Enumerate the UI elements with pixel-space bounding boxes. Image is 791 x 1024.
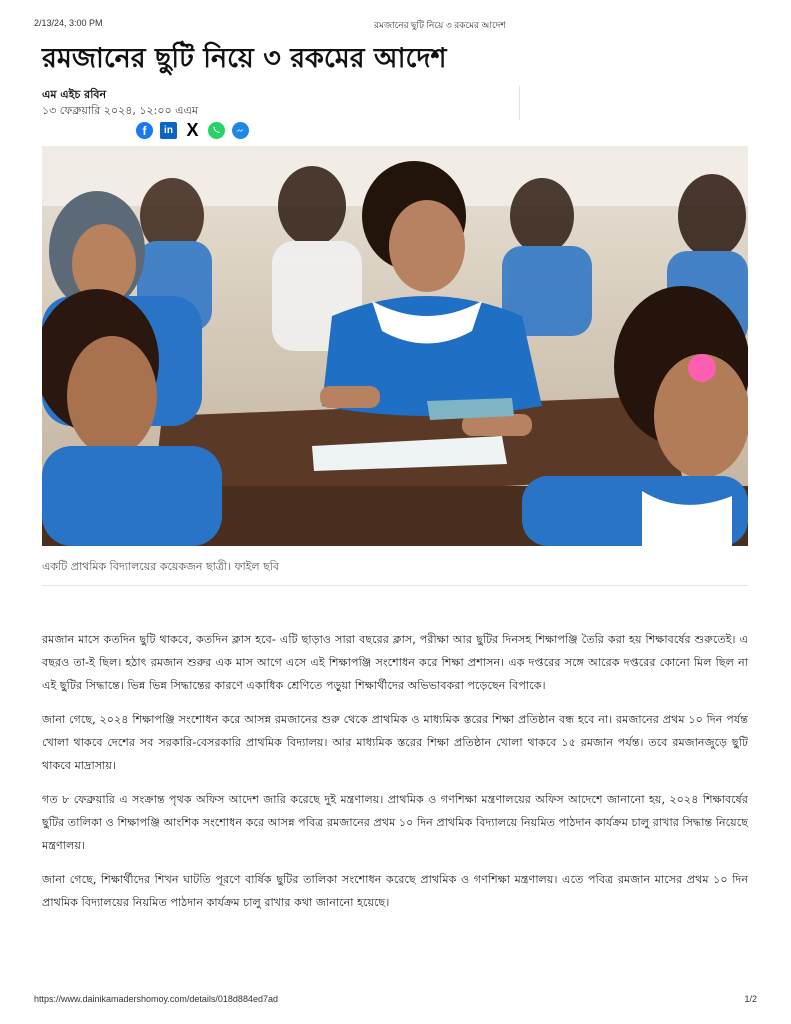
print-datetime: 2/13/24, 3:00 PM — [34, 18, 103, 28]
classroom-photo-illustration — [42, 146, 748, 546]
image-caption: একটি প্রাথমিক বিদ্যালয়ের কয়েকজন ছাত্রী। ফাইল ছবি — [42, 560, 280, 573]
article-paragraph: জানা গেছে, ২০২৪ শিক্ষাপঞ্জি সংশোধন করে আসন্ন রমজানের শুরু থেকে প্রাথমিক ও মাধ্যমিক স্তরের শিক্ষা প্রতিষ্ঠান বন্ধ হবে না। রমজানের প্রথম ১০ দিন পর্যন্ত খোলা থাকবে দেশের সব সরকারি-বেসরকারি প্রাথমিক বিদ্যালয়। আর মাধ্যমিক স্তরের শিক্ষা প্রতিষ্ঠান খোলা থাকবে ১৫ রমজান পর্যন্ত। তবে রমজানজুড়ে ছুটি থাকবে মাদ্রাসায়। — [42, 713, 748, 772]
whatsapp-icon[interactable] — [208, 122, 225, 139]
page-url[interactable]: https://www.dainikamadershomoy.com/details/018d884ed7ad — [34, 994, 278, 1004]
article-paragraph: রমজান মাসে কতদিন ছুটি থাকবে, কতদিন ক্লাস হবে- এটি ছাড়াও সারা বছরের ক্লাস, পরীক্ষা আর ছুটির দিনসহ শিক্ষাপঞ্জি তৈরি করা হয় শিক্ষাবর্ষের শুরুতেই। এ বছরও তা-ই ছিল। হঠাৎ রমজান শুরুর এক মাস আগে এসে এই শিক্ষাপঞ্জি সংশোধন করে শিক্ষা প্রশাসন। এক দপ্তরের সঙ্গে আরেক দপ্তরের কোনো মিল ছিল না এই ছুটির সিদ্ধান্তে। ভিন্ন ভিন্ন সিদ্ধান্তের কারণে একাধিক শ্রেণিতে পড়ুয়া শিক্ষার্থীদের অভিভাবকরা পড়েছেন বিপাকে। — [42, 633, 748, 692]
facebook-icon[interactable]: f — [136, 122, 153, 139]
x-icon[interactable]: X — [186, 119, 199, 140]
share-bar — [136, 121, 249, 139]
page-number: 1/2 — [744, 994, 757, 1004]
article-body — [42, 628, 748, 925]
linkedin-icon[interactable]: in — [160, 122, 177, 139]
byline-divider — [519, 86, 520, 120]
print-footer — [34, 994, 757, 1008]
author-name[interactable]: এম এইচ রবিন — [42, 88, 107, 101]
article-paragraph: গত ৮ ফেব্রুয়ারি এ সংক্রান্ত পৃথক অফিস আদেশ জারি করেছে দুই মন্ত্রণালয়। প্রাথমিক ও গণশিক্ষা মন্ত্রণালয়ের অফিস আদেশে জানানো হয়, ২০২৪ শিক্ষাবর্ষের ছুটির তালিকা ও শিক্ষাপঞ্জি আংশিক সংশোধন করে আসন্ন পবিত্র রমজানের প্রথম ১০ দিন প্রাথমিক বিদ্যালয়ে নিয়মিত পাঠদান কার্যক্রম চালু রাখার সিদ্ধান্ত নিয়েছে মন্ত্রণালয়। — [42, 793, 748, 852]
byline — [42, 88, 522, 122]
article-photo — [42, 146, 748, 546]
article-paragraph: জানা গেছে, শিক্ষার্থীদের শিখন ঘাটতি পূরণে বার্ষিক ছুটির তালিকা সংশোধন করেছে প্রাথমিক ও গণশিক্ষা মন্ত্রণালয়। এতে পবিত্র রমজান মাসের প্রথম ১০ দিন প্রাথমিক বিদ্যালয়ের নিয়মিত পাঠদান কার্যক্রম চালু রাখার কথা জানানো হয়েছে। — [42, 873, 748, 909]
messenger-icon[interactable] — [232, 122, 249, 139]
article-headline: রমজানের ছুটি নিয়ে ৩ রকমের আদেশ — [42, 43, 447, 74]
publish-date: ১৩ ফেব্রুয়ারি ২০২৪, ১২:০০ এএম — [42, 104, 199, 117]
caption-divider — [42, 585, 748, 586]
print-header — [34, 18, 757, 32]
print-page-title: রমজানের ছুটি নিয়ে ৩ রকমের আদেশ — [374, 20, 506, 30]
